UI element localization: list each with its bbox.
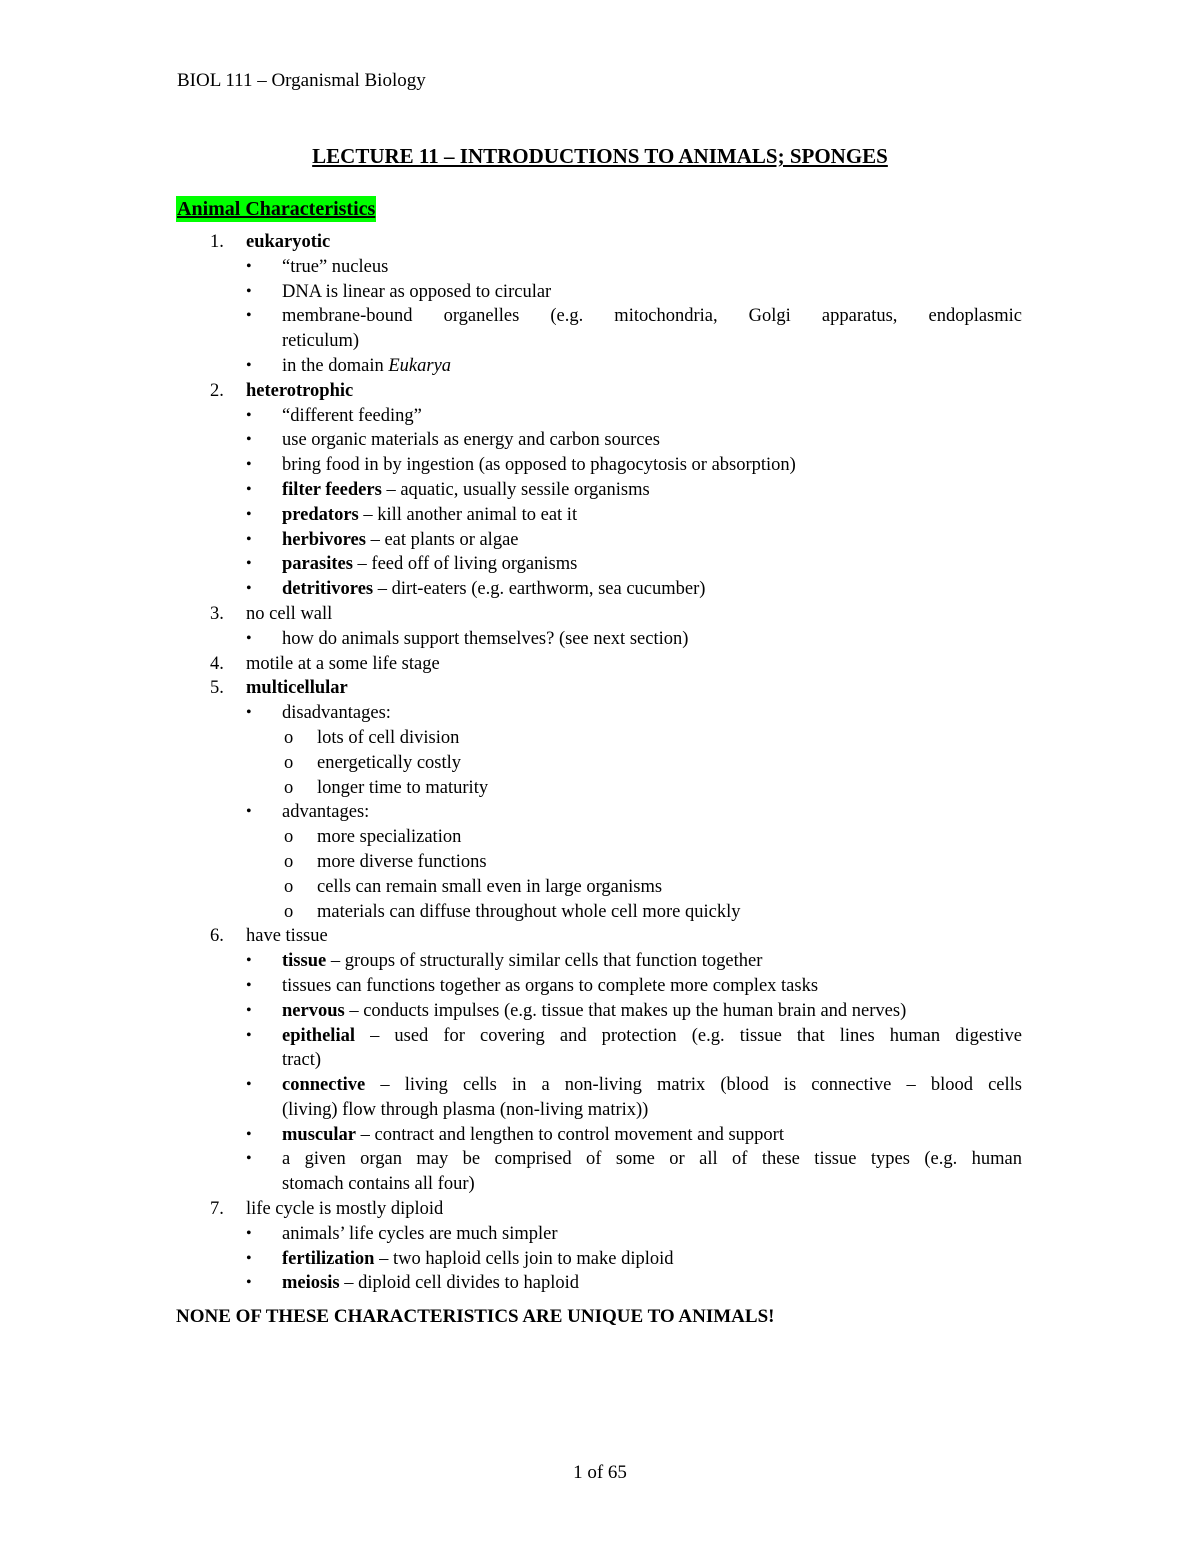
bullet-text: muscular – contract and lengthen to control movement and support (282, 1124, 784, 1145)
bold-term: muscular (282, 1124, 356, 1145)
list-row (0, 1147, 1200, 1197)
bullet-icon: • (246, 1150, 252, 1168)
list-row (0, 701, 1200, 726)
list-row (0, 453, 1200, 478)
bullet-icon: • (246, 952, 252, 970)
list-row (0, 1073, 1200, 1123)
item-number: 1. (210, 232, 224, 252)
bold-term: nervous (282, 1000, 345, 1021)
item-number: 7. (210, 1199, 224, 1220)
bullet-icon: • (246, 1274, 252, 1292)
list-row (0, 602, 1200, 627)
sub-bullet-icon: o (284, 901, 294, 922)
bold-term: parasites (282, 554, 353, 575)
bullet-text: use organic materials as energy and carbon sources (282, 430, 660, 451)
bullet-text-line: tract) (282, 1050, 322, 1071)
sub-bullet-icon: o (284, 827, 294, 848)
bullet-icon: • (246, 505, 252, 523)
item-number: 6. (210, 926, 224, 947)
item-label: motile at a some life stage (246, 653, 440, 674)
sub-bullet-icon: o (284, 752, 294, 773)
bullet-icon: • (246, 307, 252, 325)
bullet-icon: • (246, 1076, 252, 1094)
item-label: eukaryotic (246, 232, 331, 252)
list-row (0, 776, 1200, 801)
list-row (0, 404, 1200, 429)
bold-term: epithelial (282, 1025, 355, 1046)
bullet-text: bring food in by ingestion (as opposed to phagocytosis or absorption) (282, 455, 796, 476)
list-row (0, 875, 1200, 900)
characteristics-list (0, 230, 1200, 1296)
bullet-icon: • (246, 704, 252, 722)
sub-bullet-text: cells can remain small even in large organisms (317, 876, 663, 897)
list-row (0, 503, 1200, 528)
list-row (0, 577, 1200, 602)
bullet-icon: • (246, 1224, 252, 1242)
page-number: 1 of 65 (573, 1462, 627, 1483)
bullet-icon: • (246, 431, 252, 449)
list-row (0, 255, 1200, 280)
list-row (0, 230, 1200, 255)
bullet-text: predators – kill another animal to eat it (282, 504, 578, 525)
sub-bullet-text: longer time to maturity (317, 777, 489, 798)
item-label: life cycle is mostly diploid (246, 1199, 444, 1220)
bold-term: fertilization (282, 1248, 375, 1269)
bullet-text: nervous – conducts impulses (e.g. tissue that makes up the human brain and nerves) (282, 1000, 907, 1021)
bullet-text: detritivores – dirt-eaters (e.g. earthworm, sea cucumber) (282, 579, 706, 600)
bullet-icon: • (246, 530, 252, 548)
bullet-text: advantages: (282, 802, 370, 823)
bullet-text: parasites – feed off of living organisms (282, 554, 578, 575)
item-label: no cell wall (246, 603, 333, 624)
item-label: have tissue (246, 926, 328, 947)
item-label: heterotrophic (246, 380, 354, 401)
list-row (0, 627, 1200, 652)
bullet-icon: • (246, 1026, 252, 1044)
sub-bullet-text: more specialization (317, 827, 462, 848)
list-row (0, 676, 1200, 701)
bullet-text-line: (living) flow through plasma (non-living matrix)) (282, 1099, 649, 1120)
bullet-icon: • (246, 580, 252, 598)
bullet-text: “different feeding” (282, 405, 422, 426)
list-row (0, 1222, 1200, 1247)
list-row (0, 528, 1200, 553)
list-row (0, 478, 1200, 503)
sub-bullet-icon: o (284, 727, 294, 748)
sub-bullet-text: energetically costly (317, 752, 462, 773)
bold-term: meiosis (282, 1273, 340, 1294)
bullet-text: disadvantages: (282, 703, 391, 724)
bold-term: detritivores (282, 579, 374, 600)
bullet-text: in the domain Eukarya (282, 355, 452, 376)
list-row (0, 751, 1200, 776)
list-row (0, 999, 1200, 1024)
bullet-icon: • (246, 456, 252, 474)
list-row (0, 949, 1200, 974)
list-row (0, 379, 1200, 404)
item-number: 2. (210, 380, 224, 401)
bullet-icon: • (246, 555, 252, 573)
bullet-icon: • (246, 1001, 252, 1019)
list-row (0, 1024, 1200, 1074)
bullet-text (282, 304, 1022, 354)
list-row (0, 652, 1200, 677)
closing-statement: NONE OF THESE CHARACTERISTICS ARE UNIQUE TO ANIMALS! (176, 1306, 775, 1327)
bullet-text: tissues can functions together as organs to complete more complex tasks (282, 975, 819, 996)
bullet-text: how do animals support themselves? (see next section) (282, 628, 689, 649)
lecture-title: LECTURE 11 – INTRODUCTIONS TO ANIMALS; SPONGES (312, 144, 888, 168)
bullet-icon: • (246, 1249, 252, 1267)
bold-term: tissue (282, 951, 327, 972)
list-row (0, 726, 1200, 751)
list-row (0, 1123, 1200, 1148)
list-row (0, 825, 1200, 850)
bullet-text-line: connective – living cells in a non-living matrix (blood is connective – blood cells (282, 1075, 1022, 1096)
list-row (0, 428, 1200, 453)
bullet-text: filter feeders – aquatic, usually sessile organisms (282, 479, 650, 500)
list-row (0, 552, 1200, 577)
list-row (0, 280, 1200, 305)
list-row (0, 924, 1200, 949)
bullet-text: DNA is linear as opposed to circular (282, 281, 552, 302)
bullet-text: meiosis – diploid cell divides to haploid (282, 1273, 580, 1294)
bullet-icon: • (246, 356, 252, 374)
sub-bullet-icon: o (284, 876, 294, 897)
bullet-text: fertilization – two haploid cells join to make diploid (282, 1248, 674, 1269)
bullet-text-line: epithelial – used for covering and protection (e.g. tissue that lines human digestive (282, 1025, 1022, 1046)
item-label: multicellular (246, 678, 348, 699)
bullet-icon: • (246, 257, 252, 275)
bold-term: herbivores (282, 529, 366, 550)
bold-term: connective (282, 1075, 366, 1096)
bullet-text (282, 1024, 1022, 1074)
list-row (0, 974, 1200, 999)
section-heading: Animal Characteristics (177, 198, 376, 220)
item-number: 4. (210, 653, 224, 674)
list-row (0, 1247, 1200, 1272)
bullet-text: animals’ life cycles are much simpler (282, 1223, 558, 1244)
sub-bullet-icon: o (284, 777, 294, 798)
list-row (0, 1197, 1200, 1222)
item-number: 5. (210, 678, 224, 699)
bullet-text: tissue – groups of structurally similar cells that function together (282, 951, 763, 972)
list-row (0, 800, 1200, 825)
bullet-icon: • (246, 282, 252, 300)
sub-bullet-icon: o (284, 851, 294, 872)
list-row (0, 850, 1200, 875)
item-number: 3. (210, 603, 224, 624)
bullet-text (282, 1073, 1022, 1123)
bullet-icon: • (246, 976, 252, 994)
list-row (0, 354, 1200, 379)
sub-bullet-text: lots of cell division (317, 727, 460, 748)
sub-bullet-text: more diverse functions (317, 851, 487, 872)
bullet-icon: • (246, 406, 252, 424)
bullet-icon: • (246, 1125, 252, 1143)
bullet-icon: • (246, 803, 252, 821)
bullet-text-line: stomach contains all four) (282, 1174, 475, 1195)
bullet-text-line: membrane-bound organelles (e.g. mitochondria, Golgi apparatus, endoplasmic (282, 306, 1022, 327)
bullet-text-line: a given organ may be comprised of some or all of these tissue types (e.g. human (282, 1149, 1022, 1170)
bullet-text: herbivores – eat plants or algae (282, 529, 519, 550)
bullet-icon: • (246, 480, 252, 498)
bullet-text (282, 1147, 1022, 1197)
list-row (0, 900, 1200, 925)
bullet-text: “true” nucleus (282, 256, 389, 277)
bullet-icon: • (246, 629, 252, 647)
sub-bullet-text: materials can diffuse throughout whole cell more quickly (317, 901, 741, 922)
bold-term: filter feeders (282, 479, 382, 500)
list-row (0, 1271, 1200, 1296)
list-row (0, 304, 1200, 354)
document-header: BIOL 111 – Organismal Biology (177, 70, 426, 91)
italic-term: Eukarya (388, 355, 452, 376)
bullet-text-line: reticulum) (282, 331, 360, 352)
bold-term: predators (282, 504, 359, 525)
